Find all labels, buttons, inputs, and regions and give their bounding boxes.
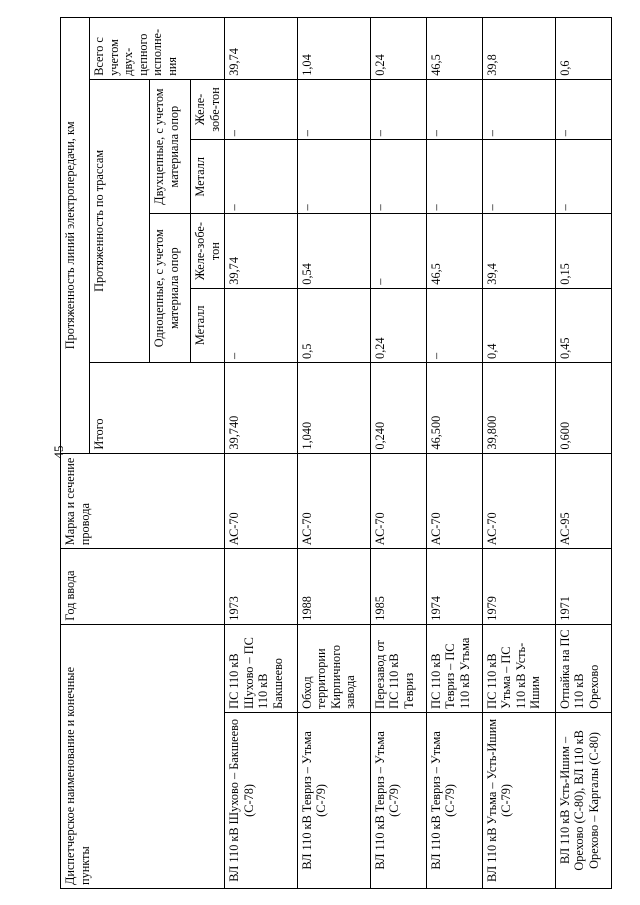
wire-cell: АС-70 bbox=[370, 453, 426, 549]
header-total: Итого bbox=[90, 362, 225, 453]
line-name-cell: ВЛ 110 кВ Тевриз – Утьма (С-79) bbox=[297, 712, 370, 888]
all-total-cell: 39,8 bbox=[482, 18, 555, 80]
header-by-routes: Протяженность по трассам bbox=[90, 79, 150, 362]
all-total-cell: 0,24 bbox=[370, 18, 426, 80]
double-concrete-cell: – bbox=[370, 79, 426, 139]
double-metal-cell: – bbox=[482, 140, 555, 214]
year-cell: 1985 bbox=[370, 549, 426, 625]
header-all-total: Всего с учетом двух-цепного исполне-ния bbox=[90, 18, 225, 80]
end-points-cell: ПС 110 кВ Шухово – ПС 110 кВ Бакшеево bbox=[225, 624, 298, 712]
single-metal-cell: 0,5 bbox=[297, 288, 370, 362]
single-metal-cell: – bbox=[426, 288, 482, 362]
single-concrete-cell: – bbox=[370, 214, 426, 288]
line-name-cell: ВЛ 110 кВ Шухово – Бакшеево (С-78) bbox=[225, 712, 298, 888]
single-concrete-cell: 0,54 bbox=[297, 214, 370, 288]
single-concrete-cell: 39,74 bbox=[225, 214, 298, 288]
single-metal-cell: 0,4 bbox=[482, 288, 555, 362]
power-lines-table bbox=[60, 17, 612, 889]
all-total-cell: 46,5 bbox=[426, 18, 482, 80]
table-row bbox=[370, 18, 426, 889]
header-single-concrete: Желе-зобе-тон bbox=[191, 214, 225, 288]
double-metal-cell: – bbox=[555, 140, 611, 214]
double-concrete-cell: – bbox=[555, 79, 611, 139]
all-total-cell: 0,6 bbox=[555, 18, 611, 80]
table-row bbox=[297, 18, 370, 889]
table-row bbox=[225, 18, 298, 889]
total-cell: 39,740 bbox=[225, 362, 298, 453]
line-name-cell: ВЛ 110 кВ Тевриз – Утьма (С-79) bbox=[370, 712, 426, 888]
end-points-cell: Обход территории Кирпичного завода bbox=[297, 624, 370, 712]
double-concrete-cell: – bbox=[297, 79, 370, 139]
single-concrete-cell: 39,4 bbox=[482, 214, 555, 288]
single-concrete-cell: 46,5 bbox=[426, 214, 482, 288]
line-name-cell: ВЛ 110 кВ Тевриз – Утьма (С-79) bbox=[426, 712, 482, 888]
line-name-cell: ВЛ 110 кВ Утьма – Усть-Ишим (С-79) bbox=[482, 712, 555, 888]
year-cell: 1973 bbox=[225, 549, 298, 625]
all-total-cell: 39,74 bbox=[225, 18, 298, 80]
wire-cell: АС-70 bbox=[426, 453, 482, 549]
rotated-table-wrapper bbox=[60, 17, 612, 889]
end-points-cell: ПС 110 кВ Тевриз – ПС 110 кВ Утьма bbox=[426, 624, 482, 712]
year-cell: 1971 bbox=[555, 549, 611, 625]
table-row bbox=[555, 18, 611, 889]
double-metal-cell: – bbox=[426, 140, 482, 214]
end-points-cell: Перезавод от ПС 110 кВ Тевриз bbox=[370, 624, 426, 712]
table-row bbox=[482, 18, 555, 889]
double-concrete-cell: – bbox=[426, 79, 482, 139]
single-metal-cell: 0,24 bbox=[370, 288, 426, 362]
total-cell: 0,600 bbox=[555, 362, 611, 453]
double-concrete-cell: – bbox=[482, 79, 555, 139]
header-wire: Марка и сечение провода bbox=[61, 453, 225, 549]
year-cell: 1988 bbox=[297, 549, 370, 625]
table-row bbox=[426, 18, 482, 889]
header-year: Год ввода bbox=[61, 549, 225, 625]
end-points-cell: Отпайка на ПС 110 кВ Орехово bbox=[555, 624, 611, 712]
single-metal-cell: – bbox=[225, 288, 298, 362]
header-double-concrete: Желе-зобе-тон bbox=[191, 79, 225, 139]
total-cell: 39,800 bbox=[482, 362, 555, 453]
double-metal-cell: – bbox=[225, 140, 298, 214]
total-cell: 0,240 bbox=[370, 362, 426, 453]
year-cell: 1974 bbox=[426, 549, 482, 625]
header-length-group: Протяженность линий электропередачи, км bbox=[61, 18, 90, 454]
wire-cell: АС-95 bbox=[555, 453, 611, 549]
wire-cell: АС-70 bbox=[297, 453, 370, 549]
double-metal-cell: – bbox=[297, 140, 370, 214]
wire-cell: АС-70 bbox=[482, 453, 555, 549]
double-concrete-cell: – bbox=[225, 79, 298, 139]
end-points-cell: ПС 110 кВ Утьма – ПС 110 кВ Усть-Ишим bbox=[482, 624, 555, 712]
total-cell: 1,040 bbox=[297, 362, 370, 453]
single-metal-cell: 0,45 bbox=[555, 288, 611, 362]
double-metal-cell: – bbox=[370, 140, 426, 214]
header-double-metal: Металл bbox=[191, 140, 225, 214]
header-single: Одноцепные, с учетом материала опор bbox=[150, 214, 191, 363]
header-name: Диспетчерское наименование и конечные пункты bbox=[61, 624, 225, 888]
page-number: 45 bbox=[51, 445, 66, 459]
single-concrete-cell: 0,15 bbox=[555, 214, 611, 288]
header-single-metal: Металл bbox=[191, 288, 225, 362]
wire-cell: АС-70 bbox=[225, 453, 298, 549]
all-total-cell: 1,04 bbox=[297, 18, 370, 80]
line-name-cell: ВЛ 110 кВ Усть-Ишим – Орехово (С-80), ВЛ 110 кВ Орехово – Каргалы (С-80) bbox=[555, 712, 611, 888]
total-cell: 46,500 bbox=[426, 362, 482, 453]
header-double: Двухцепные, с учетом материала опор bbox=[150, 79, 191, 214]
year-cell: 1979 bbox=[482, 549, 555, 625]
